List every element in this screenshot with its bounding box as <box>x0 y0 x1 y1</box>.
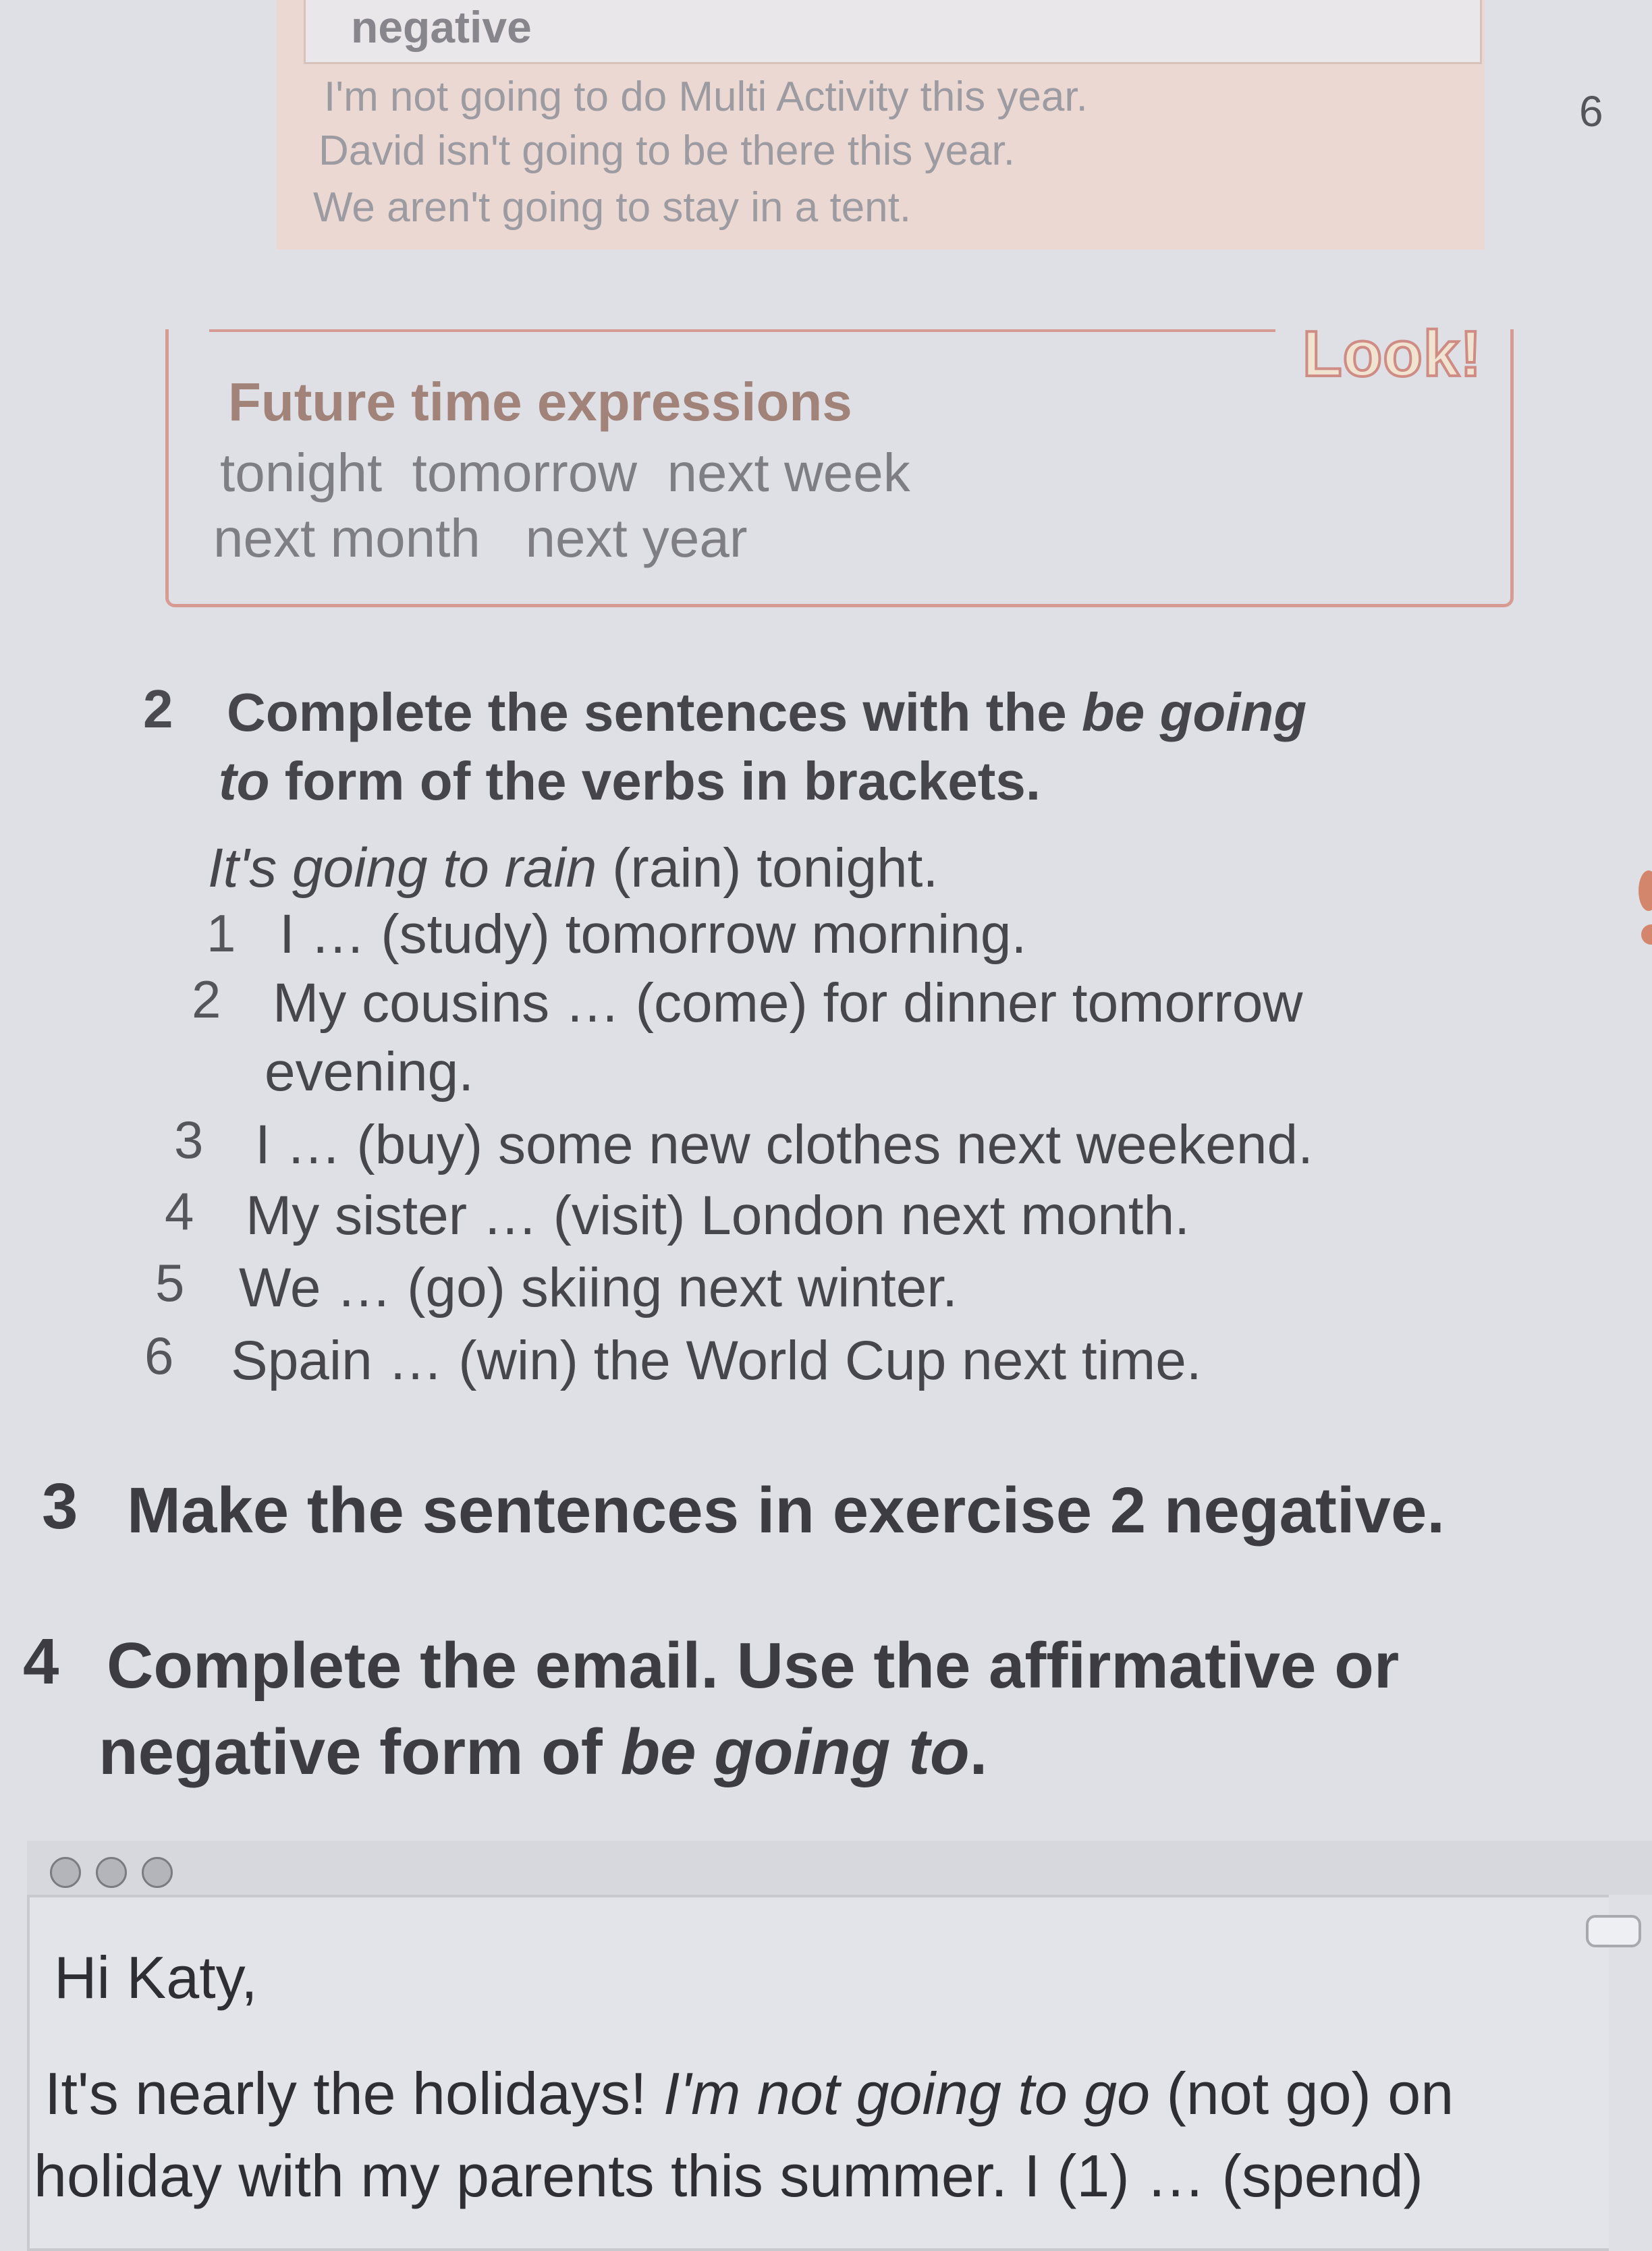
instruction-text: Complete the sentences with the <box>227 682 1082 742</box>
item-number: 4 <box>165 1182 194 1241</box>
instruction-em: to <box>219 751 270 811</box>
edge-mark <box>1639 870 1652 911</box>
instruction-text: negative form of <box>99 1716 621 1788</box>
edge-mark <box>1641 924 1652 945</box>
grammar-title: negative <box>351 2 532 52</box>
exercise-2-item-1: I … (study) tomorrow morning. <box>279 904 1027 965</box>
item-number: 1 <box>206 904 236 963</box>
exercise-3-instruction: Make the sentences in exercise 2 negative. <box>127 1474 1445 1547</box>
email-example-answer: I'm not going to go <box>663 2060 1151 2127</box>
item-number: 6 <box>144 1326 174 1385</box>
instruction-text: . <box>969 1716 988 1788</box>
exercise-2-instruction-line-1 <box>227 682 1306 744</box>
grammar-line-1: I'm not going to do Multi Activity this year. <box>324 74 1088 120</box>
email-line-1 <box>45 2059 1454 2128</box>
exercise-2-item-2-cont: evening. <box>265 1041 474 1103</box>
look-badge: Look! <box>1302 318 1483 390</box>
exercise-3-number: 3 <box>42 1470 78 1543</box>
look-words-row-1: tonight tomorrow next week <box>220 443 910 503</box>
instruction-em: be going to <box>620 1716 970 1788</box>
email-text: It's nearly the holidays! <box>45 2060 663 2127</box>
item-number: 3 <box>174 1110 204 1169</box>
exercise-2-item-4: My sister … (visit) London next month. <box>246 1185 1190 1246</box>
exercise-2-item-5: We … (go) skiing next winter. <box>239 1257 958 1318</box>
instruction-em: be going <box>1081 682 1307 742</box>
exercise-2-number: 2 <box>143 679 173 739</box>
window-toolbar-toggle-icon <box>1586 1915 1641 1947</box>
example-answer: It's going to rain <box>208 837 597 899</box>
example-rest: (rain) tonight. <box>597 837 939 899</box>
grammar-line-2: David isn't going to be there this year. <box>319 128 1015 174</box>
exercise-2-item-6: Spain … (win) the World Cup next time. <box>231 1330 1202 1391</box>
look-title: Future time expressions <box>228 372 852 432</box>
window-minimize-icon <box>96 1857 127 1888</box>
exercise-2-item-3: I … (buy) some new clothes next weekend. <box>255 1114 1313 1175</box>
exercise-4-instruction-line-1: Complete the email. Use the affirmative or <box>107 1630 1400 1702</box>
page-number: 6 <box>1579 87 1603 136</box>
exercise-4-instruction-line-2 <box>99 1715 987 1789</box>
item-number: 5 <box>155 1253 185 1312</box>
email-text: (not go) on <box>1150 2060 1454 2127</box>
email-line-2: holiday with my parents this summer. I (1) … (spend) <box>34 2142 1423 2209</box>
email-title-bar <box>27 1841 1652 1895</box>
look-box-divider <box>209 329 1275 332</box>
grammar-line-3: We aren't going to stay in a tent. <box>313 184 912 231</box>
item-number: 2 <box>192 970 221 1029</box>
exercise-4-number: 4 <box>23 1625 59 1698</box>
exercise-2-example <box>208 837 938 900</box>
email-greeting: Hi Katy, <box>54 1944 258 2011</box>
window-maximize-icon <box>142 1857 173 1888</box>
exercise-2-instruction-line-2 <box>219 750 1041 812</box>
look-words-row-2: next month next year <box>213 508 748 568</box>
window-close-icon <box>50 1857 81 1888</box>
exercise-2-item-2: My cousins … (come) for dinner tomorrow <box>273 972 1303 1034</box>
instruction-text: form of the verbs in brackets. <box>269 751 1041 811</box>
